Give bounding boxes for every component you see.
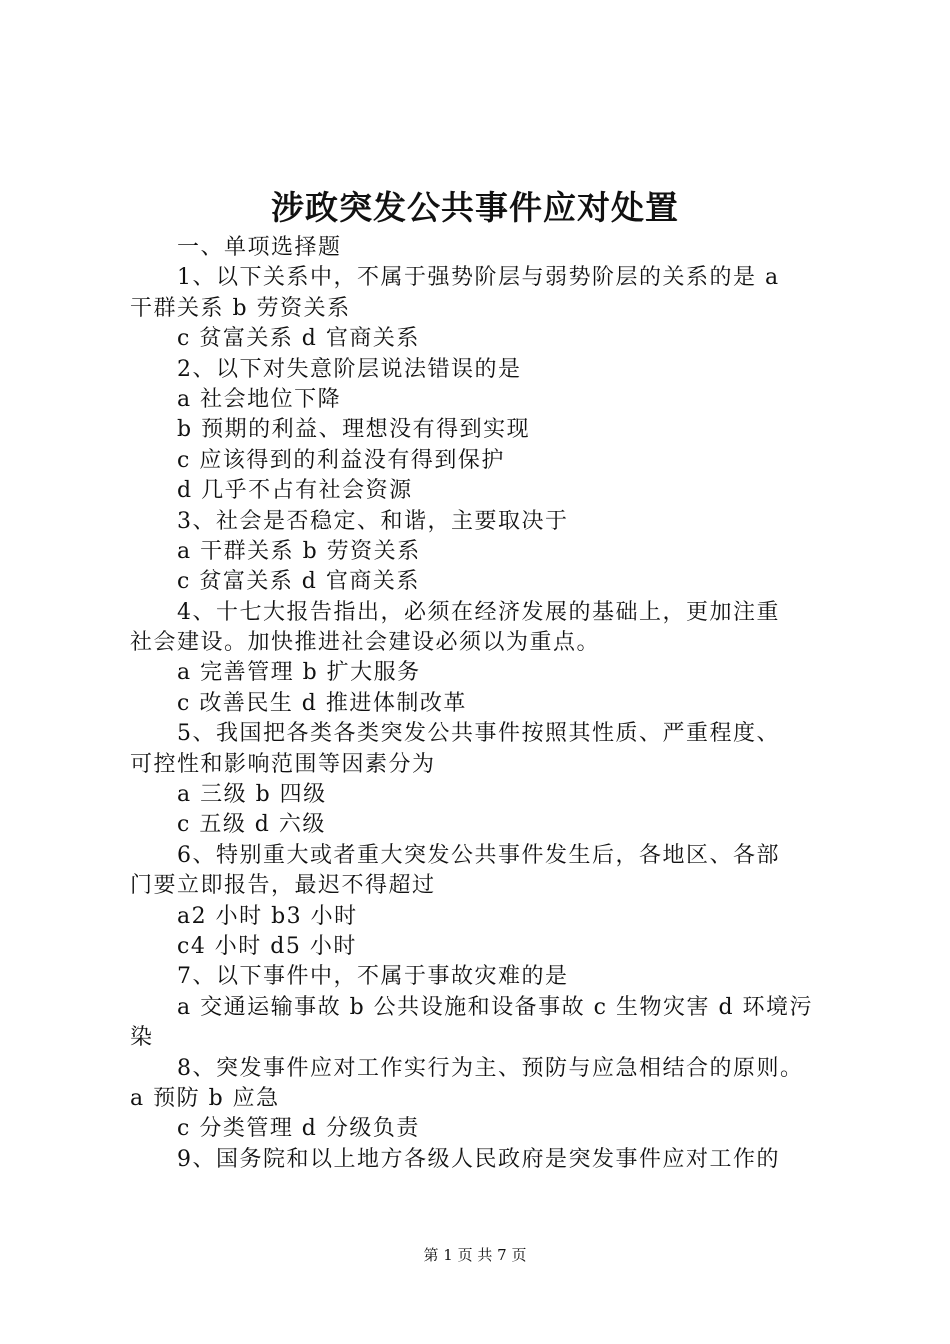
question-7: 7、以下事件中，不属于事故灾难的是: [177, 964, 569, 990]
question-4-options-ab: a 完善管理 b 扩大服务: [177, 660, 421, 686]
question-3: 3、社会是否稳定、和谐，主要取决于: [177, 508, 569, 534]
document-title: 涉政突发公共事件应对处置: [271, 188, 679, 227]
question-7-options-continued: 染: [130, 1025, 154, 1051]
question-5: 5、我国把各类各类突发公共事件按照其性质、严重程度、: [177, 721, 780, 747]
question-6-options-ab: a2 小时 b3 小时: [177, 903, 358, 929]
document-body: [130, 233, 842, 1175]
question-2-option-d: d 几乎不占有社会资源: [177, 478, 413, 504]
question-5-options-ab: a 三级 b 四级: [177, 782, 327, 808]
question-8-options-cd: c 分类管理 d 分级负责: [177, 1116, 420, 1142]
question-6: 6、特别重大或者重大突发公共事件发生后，各地区、各部: [177, 842, 780, 868]
question-6-options-cd: c4 小时 d5 小时: [177, 933, 357, 959]
question-1-options: c 贫富关系 d 官商关系: [177, 326, 420, 352]
question-1: 1、以下关系中，不属于强势阶层与弱势阶层的关系的是 a: [177, 265, 780, 291]
question-3-options-ab: a 干群关系 b 劳资关系: [177, 538, 421, 564]
question-4-continued: 社会建设。加快推进社会建设必须以为重点。: [130, 630, 601, 656]
question-4: 4、十七大报告指出，必须在经济发展的基础上，更加注重: [177, 599, 780, 625]
section-heading: 一、单项选择题: [177, 235, 342, 260]
question-8: 8、突发事件应对工作实行为主、预防与应急相结合的原则。: [177, 1055, 804, 1081]
question-2-option-a: a 社会地位下降: [177, 386, 342, 412]
question-2: 2、以下对失意阶层说法错误的是: [177, 356, 522, 382]
question-2-option-b: b 预期的利益、理想没有得到实现: [177, 417, 531, 443]
question-7-options: a 交通运输事故 b 公共设施和设备事故 c 生物灾害 d 环境污: [177, 994, 814, 1020]
question-5-options-cd: c 五级 d 六级: [177, 812, 326, 838]
question-5-continued: 可控性和影响范围等因素分为: [130, 751, 436, 777]
question-3-options-cd: c 贫富关系 d 官商关系: [177, 569, 420, 595]
question-6-continued: 门要立即报告，最迟不得超过: [130, 873, 436, 899]
page-footer: 第 1 页 共 7 页: [423, 1246, 527, 1264]
question-4-options-cd: c 改善民生 d 推进体制改革: [177, 690, 467, 716]
question-1-continued: 干群关系 b 劳资关系: [130, 295, 351, 321]
question-2-option-c: c 应该得到的利益没有得到保护: [177, 447, 505, 473]
question-9: 9、国务院和以上地方各级人民政府是突发事件应对工作的: [177, 1146, 780, 1172]
question-8-options-ab: a 预防 b 应急: [130, 1085, 280, 1111]
